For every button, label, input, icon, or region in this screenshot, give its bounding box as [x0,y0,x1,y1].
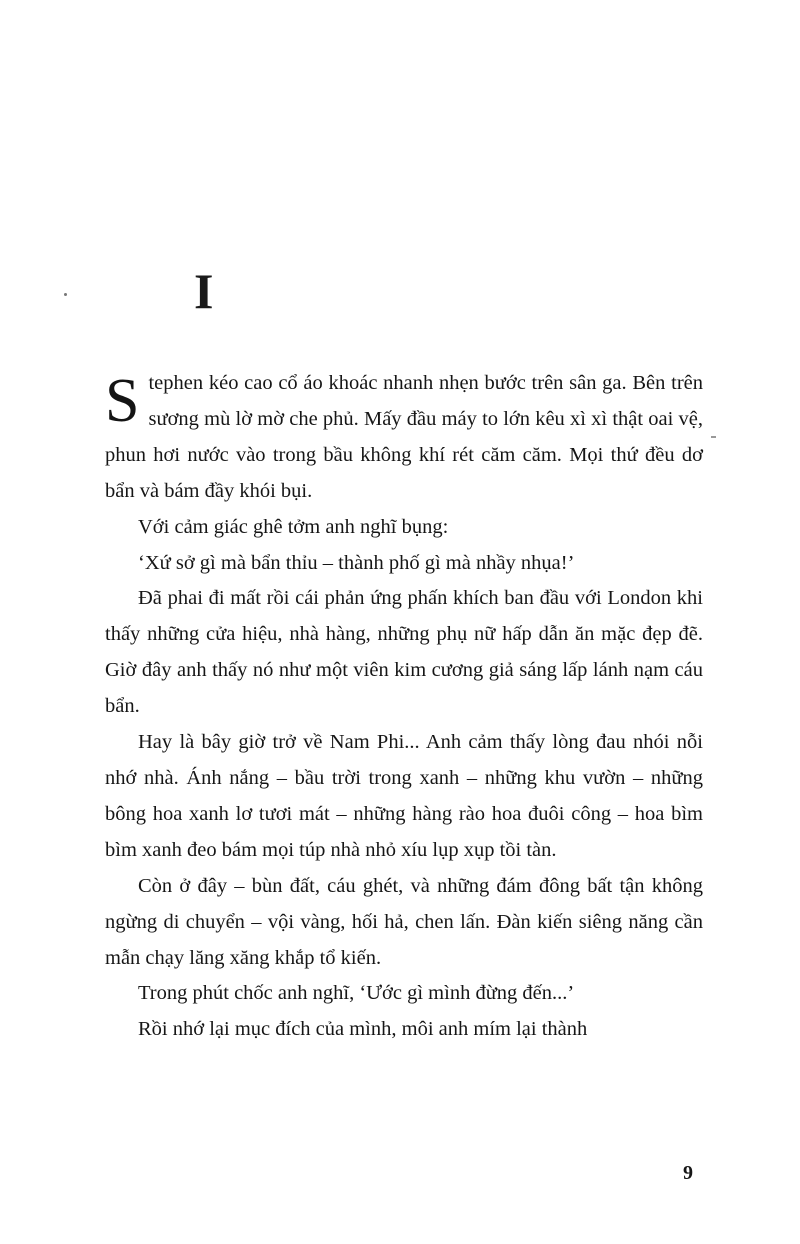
body-text [105,366,703,1048]
paragraph: Còn ở đây – bùn đất, cáu ghét, và những đám đông bất tận không ngừng di chuyển – vội vàng, hối hả, chen lấn. Đàn kiến siêng năng cần mẫn chạy lăng xăng khắp tổ kiến. [105,874,703,969]
paragraph: ‘Xứ sở gì mà bẩn thỉu – thành phố gì mà nhầy nhụa!’ [138,551,575,574]
paragraph: Rồi nhớ lại mục đích của mình, môi anh mím lại thành [138,1018,588,1041]
drop-cap: S [105,367,140,435]
paragraph: Hay là bây giờ trở về Nam Phi... Anh cảm thấy lòng đau nhói nỗi nhớ nhà. Ánh nắng – bầu trời trong xanh – những khu vườn – những bông hoa xanh lơ tươi mát – những hàng rào hoa đuôi công – hoa bìm bìm xanh đeo bám mọi túp nhà nhỏ xíu lụp xụp tồi tàn. [105,731,703,861]
scan-artifact-dash [711,436,716,438]
chapter-numeral: I [194,263,214,319]
paragraph: Stephen kéo cao cổ áo khoác nhanh nhẹn bước trên sân ga. Bên trên sương mù lờ mờ che phủ. Mấy đầu máy to lớn kêu xì xì thật oai vệ, phun hơi nước vào trong bầu không khí rét căm căm. Mọi thứ đều dơ bẩn và bám đầy khói bụi. [105,367,703,502]
scan-artifact-dot [64,293,67,296]
paragraph: Trong phút chốc anh nghĩ, ‘Ước gì mình đừng đến...’ [138,982,575,1005]
paragraph: Với cảm giác ghê tởm anh nghĩ bụng: [138,515,449,538]
paragraph: Đã phai đi mất rồi cái phản ứng phấn khích ban đầu với London khi thấy những cửa hiệu, nhà hàng, những phụ nữ hấp dẫn ăn mặc đẹp đẽ. Giờ đây anh thấy nó như một viên kim cương giả sáng lấp lánh nạm cáu bẩn. [105,587,703,718]
page-number: 9 [683,1162,693,1184]
